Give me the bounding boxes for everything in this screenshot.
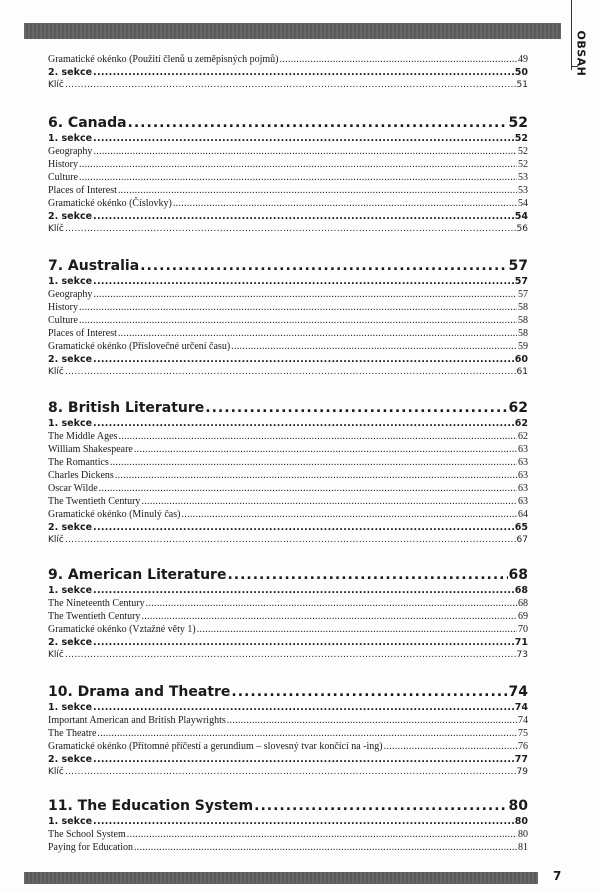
entry-title: William Shakespeare [48, 444, 133, 455]
entry-title: Klíč [48, 80, 64, 90]
dot-leader [93, 132, 514, 145]
entry-title: 1. sekce [48, 133, 93, 144]
entry-title: The Middle Ages [48, 431, 118, 442]
dot-leader [231, 683, 507, 701]
dot-leader [227, 714, 517, 727]
dot-leader [79, 314, 517, 327]
toc-entry[interactable] [48, 79, 528, 92]
entry-title: Gramatické okénko (Vztažné věty 1) [48, 624, 196, 635]
entry-title: Klíč [48, 535, 64, 545]
dot-leader [146, 597, 517, 610]
toc-entry[interactable] [48, 701, 528, 714]
entry-page: 67 [516, 535, 528, 545]
entry-page: 50 [514, 67, 528, 78]
entry-title: Klíč [48, 767, 64, 777]
chapter-heading[interactable] [48, 257, 528, 275]
dot-leader [128, 114, 508, 132]
entry-title: 2. sekce [48, 211, 93, 222]
toc-entry[interactable] [48, 753, 528, 766]
entry-title: Gramatické okénko (Příslovečné určení času) [48, 341, 231, 352]
chapter-heading[interactable] [48, 683, 528, 701]
toc-entry[interactable] [48, 443, 528, 456]
entry-title: Places of Interest [48, 328, 117, 339]
toc-chapter-american-literature [48, 566, 528, 662]
dot-leader [79, 158, 517, 171]
dot-leader [197, 623, 517, 636]
toc-entry[interactable] [48, 145, 528, 158]
toc-entry[interactable] [48, 495, 528, 508]
entry-page: 52 [508, 115, 528, 131]
toc-entry[interactable] [48, 430, 528, 443]
dot-leader [93, 815, 514, 828]
entry-title: 2. sekce [48, 354, 93, 365]
entry-page: 49 [518, 54, 528, 65]
toc-entry[interactable] [48, 275, 528, 288]
toc-entry[interactable] [48, 508, 528, 521]
dot-leader [110, 456, 517, 469]
entry-page: 56 [516, 224, 528, 234]
entry-page: 53 [518, 185, 528, 196]
dot-leader [65, 534, 516, 547]
entry-title: 10. Drama and Theatre [48, 684, 231, 700]
header-bar [24, 23, 561, 39]
toc-entry[interactable] [48, 327, 528, 340]
dot-leader [127, 828, 517, 841]
entry-page: 58 [518, 315, 528, 326]
dot-leader [141, 610, 517, 623]
toc-entry[interactable] [48, 623, 528, 636]
dot-leader [231, 340, 517, 353]
toc-entry[interactable] [48, 314, 528, 327]
dot-leader [93, 417, 514, 430]
entry-title: 2. sekce [48, 522, 93, 533]
dot-leader [65, 766, 516, 779]
toc-entry[interactable] [48, 584, 528, 597]
toc-entry[interactable] [48, 740, 528, 753]
dot-leader [118, 327, 517, 340]
entry-page: 58 [518, 328, 528, 339]
entry-page: 52 [518, 159, 528, 170]
dot-leader [280, 53, 518, 66]
toc-entry[interactable] [48, 288, 528, 301]
entry-title: 1. sekce [48, 702, 93, 713]
footer-bar [24, 872, 538, 884]
chapter-heading[interactable] [48, 566, 528, 584]
toc-entry[interactable] [48, 841, 528, 854]
dot-leader [79, 301, 517, 314]
dot-leader [93, 584, 514, 597]
toc-entry[interactable] [48, 353, 528, 366]
entry-page: 57 [508, 258, 528, 274]
entry-title: 11. The Education System [48, 798, 254, 814]
entry-title: 8. British Literature [48, 400, 205, 416]
toc-entry[interactable] [48, 366, 528, 379]
toc-entry[interactable] [48, 197, 528, 210]
toc-entry[interactable] [48, 610, 528, 623]
entry-title: Oscar Wilde [48, 483, 98, 494]
toc-entry[interactable] [48, 482, 528, 495]
toc-entry[interactable] [48, 158, 528, 171]
entry-page: 74 [514, 702, 528, 713]
entry-page: 79 [516, 767, 528, 777]
entry-title: Paying for Education [48, 842, 133, 853]
chapter-heading[interactable] [48, 399, 528, 417]
entry-page: 74 [508, 684, 528, 700]
entry-page: 62 [508, 400, 528, 416]
entry-page: 65 [514, 522, 528, 533]
entry-title: Klíč [48, 224, 64, 234]
entry-title: Geography [48, 289, 93, 300]
dot-leader [93, 753, 514, 766]
dot-leader [93, 521, 514, 534]
toc-entry[interactable] [48, 714, 528, 727]
entry-title: 6. Canada [48, 115, 127, 131]
entry-page: 52 [518, 146, 528, 157]
entry-page: 54 [518, 198, 528, 209]
entry-title: The Romantics [48, 457, 109, 468]
dot-leader [79, 171, 517, 184]
entry-page: 63 [518, 457, 528, 468]
toc-entry[interactable] [48, 171, 528, 184]
toc-entry[interactable] [48, 301, 528, 314]
toc-entry[interactable] [48, 597, 528, 610]
entry-title: The School System [48, 829, 126, 840]
entry-title: 2. sekce [48, 754, 93, 765]
entry-page: 63 [518, 444, 528, 455]
entry-page: 68 [514, 585, 528, 596]
entry-page: 68 [508, 567, 528, 583]
toc-chapter-drama-theatre [48, 683, 528, 779]
dot-leader [134, 841, 517, 854]
toc-entry[interactable] [48, 210, 528, 223]
entry-page: 63 [518, 483, 528, 494]
dot-leader [97, 727, 517, 740]
toc-entry[interactable] [48, 521, 528, 534]
dot-leader [99, 482, 517, 495]
toc-chapter-british-literature [48, 399, 528, 547]
entry-title: Gramatické okénko (Minulý čas) [48, 509, 181, 520]
entry-title: 1. sekce [48, 418, 93, 429]
dot-leader [118, 430, 517, 443]
entry-page: 80 [508, 798, 528, 814]
toc-entry[interactable] [48, 456, 528, 469]
dot-leader [93, 701, 514, 714]
toc-continued [48, 53, 528, 92]
toc-entry[interactable] [48, 649, 528, 662]
toc-entry[interactable] [48, 534, 528, 547]
entry-page: 51 [516, 80, 528, 90]
dot-leader [181, 508, 517, 521]
entry-title: Geography [48, 146, 93, 157]
toc-chapter-australia [48, 257, 528, 379]
entry-title: The Nineteenth Century [48, 598, 145, 609]
entry-page: 74 [518, 715, 528, 726]
chapter-heading[interactable] [48, 114, 528, 132]
entry-page: 57 [514, 276, 528, 287]
dot-leader [254, 797, 507, 815]
entry-title: The Theatre [48, 728, 97, 739]
entry-page: 59 [518, 341, 528, 352]
entry-title: Culture [48, 172, 78, 183]
entry-title: 2. sekce [48, 67, 93, 78]
entry-page: 58 [518, 302, 528, 313]
dot-leader [93, 636, 514, 649]
dot-leader [140, 257, 507, 275]
dot-leader [173, 197, 517, 210]
entry-page: 70 [518, 624, 528, 635]
toc-entry[interactable] [48, 636, 528, 649]
dot-leader [65, 366, 516, 379]
toc-entry[interactable] [48, 417, 528, 430]
entry-page: 69 [518, 611, 528, 622]
entry-page: 63 [518, 470, 528, 481]
entry-page: 52 [514, 133, 528, 144]
toc-entry[interactable] [48, 132, 528, 145]
entry-title: Places of Interest [48, 185, 117, 196]
entry-page: 61 [516, 367, 528, 377]
toc-entry[interactable] [48, 815, 528, 828]
entry-page: 68 [518, 598, 528, 609]
dot-leader [141, 495, 517, 508]
toc-entry[interactable] [48, 828, 528, 841]
entry-title: Important American and British Playwrights [48, 715, 226, 726]
entry-page: 62 [518, 431, 528, 442]
entry-title: History [48, 302, 78, 313]
chapter-heading[interactable] [48, 797, 528, 815]
entry-title: Gramatické okénko (Přítomné příčestí a gerundium – slovesný tvar končící na -ing) [48, 741, 383, 752]
entry-page: 75 [518, 728, 528, 739]
entry-title: Culture [48, 315, 78, 326]
entry-title: 1. sekce [48, 276, 93, 287]
entry-title: History [48, 159, 78, 170]
entry-page: 80 [518, 829, 528, 840]
entry-page: 63 [518, 496, 528, 507]
entry-title: Gramatické okénko (Použití členů u zeměpisných pojmů) [48, 54, 279, 65]
entry-page: 76 [518, 741, 528, 752]
entry-title: Gramatické okénko (Číslovky) [48, 198, 172, 209]
dot-leader [93, 145, 517, 158]
toc-entry[interactable] [48, 469, 528, 482]
entry-page: 54 [514, 211, 528, 222]
entry-page: 71 [514, 637, 528, 648]
entry-page: 73 [516, 650, 528, 660]
dot-leader [134, 443, 517, 456]
toc-entry[interactable] [48, 66, 528, 79]
dot-leader [65, 79, 516, 92]
entry-page: 80 [514, 816, 528, 827]
toc-entry[interactable] [48, 53, 528, 66]
dot-leader [227, 566, 507, 584]
entry-title: 1. sekce [48, 585, 93, 596]
dot-leader [93, 66, 514, 79]
dot-leader [118, 184, 517, 197]
dot-leader [65, 649, 516, 662]
entry-page: 77 [514, 754, 528, 765]
entry-title: 2. sekce [48, 637, 93, 648]
entry-page: 57 [518, 289, 528, 300]
toc-entry[interactable] [48, 340, 528, 353]
entry-title: Klíč [48, 650, 64, 660]
entry-title: 1. sekce [48, 816, 93, 827]
dot-leader [65, 223, 516, 236]
entry-page: 81 [518, 842, 528, 853]
side-label: OBSAH [574, 30, 588, 77]
entry-title: The Twentieth Century [48, 611, 141, 622]
toc-chapter-canada [48, 114, 528, 236]
toc-chapter-education-system [48, 797, 528, 854]
dot-leader [115, 469, 517, 482]
dot-leader [205, 399, 507, 417]
page-number: 7 [553, 869, 562, 883]
toc-entry[interactable] [48, 766, 528, 779]
dot-leader [93, 275, 514, 288]
entry-page: 62 [514, 418, 528, 429]
toc-entry[interactable] [48, 223, 528, 236]
entry-title: 7. Australia [48, 258, 140, 274]
toc-entry[interactable] [48, 727, 528, 740]
entry-page: 60 [514, 354, 528, 365]
entry-title: 9. American Literature [48, 567, 227, 583]
entry-title: Charles Dickens [48, 470, 114, 481]
entry-page: 64 [518, 509, 528, 520]
entry-title: The Twentieth Century [48, 496, 141, 507]
dot-leader [93, 210, 514, 223]
dot-leader [384, 740, 517, 753]
toc-entry[interactable] [48, 184, 528, 197]
dot-leader [93, 353, 514, 366]
entry-title: Klíč [48, 367, 64, 377]
entry-page: 53 [518, 172, 528, 183]
dot-leader [93, 288, 517, 301]
